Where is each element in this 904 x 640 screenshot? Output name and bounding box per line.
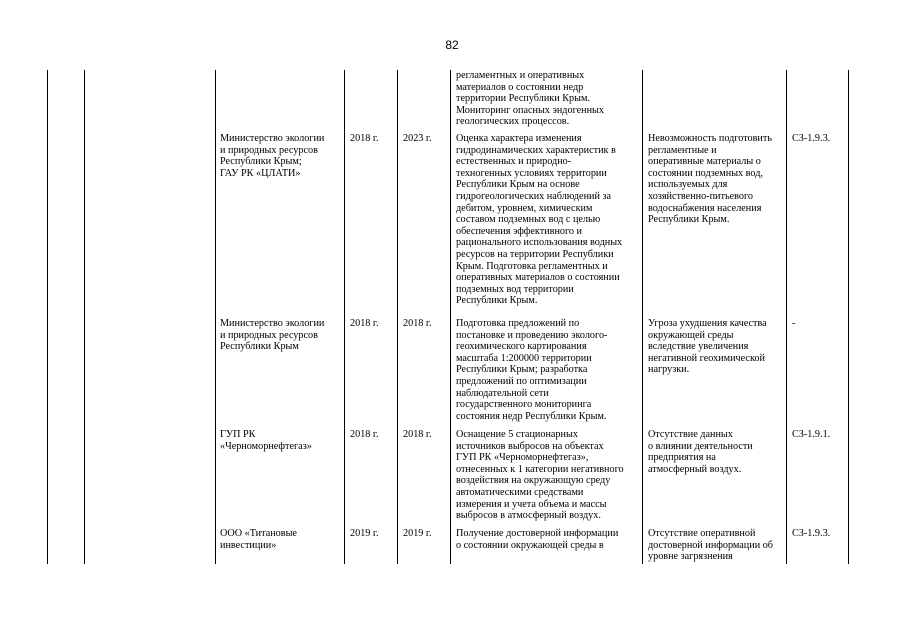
start-year-cell: 2018 г. [350,133,379,144]
executor-cell: Министерство экологии и природных ресурсов Республики Крым; ГАУ РК «ЦЛАТИ» [220,133,325,179]
end-year-cell: 2019 г. [403,528,432,539]
consequence-cell: Отсутствие оперативной достоверной информации об уровне загрязнения [648,528,773,563]
end-year-cell: 2018 г. [403,429,432,440]
consequence-cell: Угроза ухудшения качества окружающей среды вследствие увеличения негативной геохимической нагрузки. [648,318,767,376]
page-number: 82 [445,38,459,52]
activity-description: Подготовка предложений по постановке и проведению эколого- геохимического картирования масштаба 1:200000 территории Республики Крым; разработка предложений по оптимизации наблюдательной сети государственного мониторинга состояния недр Республики Крым. [456,318,608,422]
column-divider [215,70,216,564]
column-divider [84,70,85,564]
consequence-cell: Отсутствие данных о влиянии деятельности предприятия на атмосферный воздух. [648,429,753,475]
activity-description: Оценка характера изменения гидродинамических характеристик в естественных и природно- техногенных условиях территории Республики Крым на основе гидрогеологических наблюдений за дебитом, уровнем, химическим составом подземных вод с целью обеспечения эффективного и рационального использования водных ресурсов на территории Республики Крым. Подготовка регламентных и оперативных материалов о состоянии подземных вод территории Республики Крым. [456,133,623,307]
activity-description: Оснащение 5 стационарных источников выбросов на объектах ГУП РК «Черноморнефтегаз», отнесенных к 1 категории негативного воздействия на окружающую среду автоматическими средствами измерения и учета объема и массы выбросов в атмосферный воздух. [456,429,624,522]
consequence-cell: Невозможность подготовить регламентные и оперативные материалы о состоянии подземных вод, используемых для хозяйственно-питьевого водоснабжения населения Республики Крым. [648,133,772,226]
column-divider [848,70,849,564]
column-divider [642,70,643,564]
column-divider [786,70,787,564]
start-year-cell: 2018 г. [350,318,379,329]
code-cell: СЗ-1.9.3. [792,528,831,539]
column-divider [397,70,398,564]
column-divider [344,70,345,564]
end-year-cell: 2018 г. [403,318,432,329]
activity-description: регламентных и оперативных материалов о состоянии недр территории Республики Крым. Мониторинг опасных эндогенных геологических процессов. [456,70,604,128]
column-divider [47,70,48,564]
activity-description: Получение достоверной информации о состоянии окружающей среды в [456,528,619,551]
column-divider [450,70,451,564]
start-year-cell: 2018 г. [350,429,379,440]
executor-cell: Министерство экологии и природных ресурсов Республики Крым [220,318,325,353]
end-year-cell: 2023 г. [403,133,432,144]
code-cell: - [792,318,796,329]
code-cell: СЗ-1.9.3. [792,133,831,144]
code-cell: СЗ-1.9.1. [792,429,831,440]
executor-cell: ООО «Титановые инвестиции» [220,528,297,551]
start-year-cell: 2019 г. [350,528,379,539]
executor-cell: ГУП РК «Черноморнефтегаз» [220,429,312,452]
